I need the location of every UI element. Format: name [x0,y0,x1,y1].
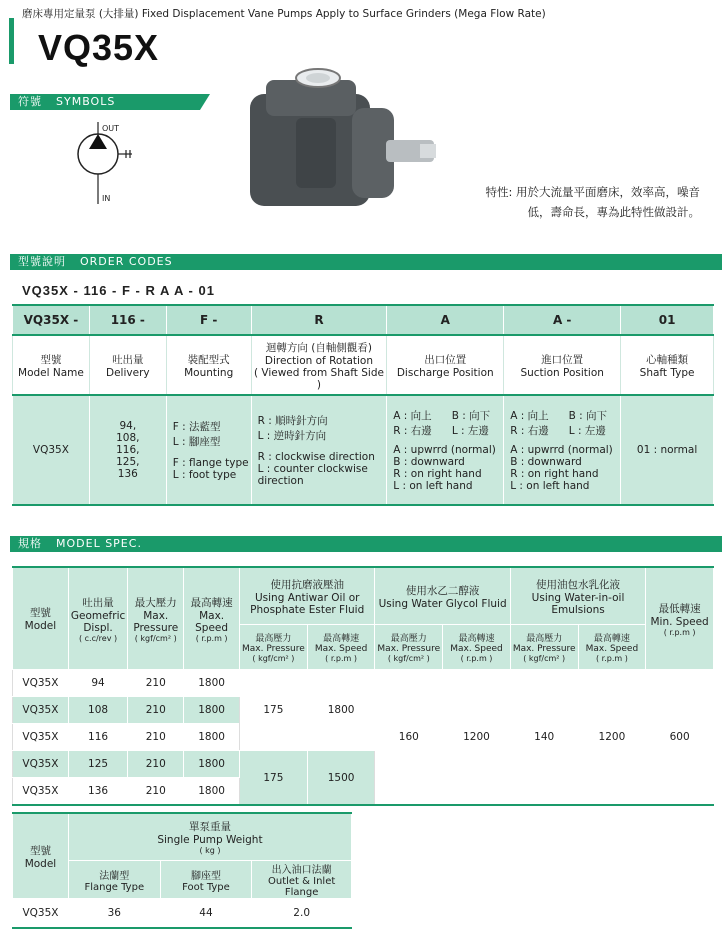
cell-model: VQ35X [13,724,69,751]
order-code-string: VQ35X - 116 - F - R A A - 01 [22,283,215,298]
cell-aw-speed-top: 1800 [307,670,375,751]
table-row [13,670,714,697]
spec-sub-speed: 最高轉速 Max. Speed ( r.p.m ) [578,625,646,670]
cell-speed: 1800 [184,670,240,697]
spec-sub-speed: 最高轉速 Max. Speed ( r.p.m ) [443,625,511,670]
spec-h-speed: 最高轉速 Max. Speed ( r.p.m ) [184,567,240,670]
cell-press: 210 [128,670,184,697]
value-mounting: F : 法藍型 L : 腳座型 F : flange type L : foot type [166,395,251,505]
accent-bar [9,18,14,64]
weight-cell-outlet: 2.0 [252,899,352,929]
feature-line-2: 低，壽命長，專為此特性做設計。 [527,205,700,219]
value-discharge: A : 向上 B : 向下 R : 右邊 L : 左邊 A : upwrrd (normal) B : downward R : on right hand L : on left hand [387,395,504,505]
cell-disp: 108 [68,697,127,724]
weight-h-model: 型號 Model [13,813,69,899]
order-value-row [13,395,714,505]
spec-band-zh: 規格 [18,537,42,550]
cell-wg-speed: 1200 [443,670,511,806]
order-header-cell: VQ35X - [13,305,90,335]
cell-model: VQ35X [13,778,69,806]
spec-h-disp: 吐出量 Geomefric Displ. ( c.c/rev ) [68,567,127,670]
symbol-in-label: IN [102,194,111,203]
order-codes-table [12,304,714,506]
spec-sub-press: 最高壓力 Max. Pressure ( kgf/cm² ) [240,625,308,670]
value-suction: A : 向上 B : 向下 R : 右邊 L : 左邊 A : upwrrd (normal) B : downward R : on right hand L : on left hand [504,395,621,505]
spec-band-en: MODEL SPEC. [56,537,142,550]
symbols-band-en: SYMBOLS [56,95,116,108]
cell-model: VQ35X [13,670,69,697]
weight-cell-foot: 44 [160,899,252,929]
spec-h-model: 型號 Model [13,567,69,670]
weight-table [12,812,352,929]
table-row [13,899,352,929]
page-subtitle: 磨床專用定量泵 (大排量) Fixed Displacement Vane Pumps Apply to Surface Grinders (Mega Flow Rate) [22,8,546,20]
cell-press: 210 [128,697,184,724]
order-header-cell: 01 [621,305,714,335]
weight-title: 單泵重量 Single Pump Weight ( kg ) [68,813,351,861]
cell-disp: 125 [68,751,127,778]
cell-model: VQ35X [13,751,69,778]
model-spec-band [10,536,722,552]
spec-sub-speed: 最高轉速 Max. Speed ( r.p.m ) [307,625,375,670]
label-suction: 進口位置 Suction Position [504,335,621,395]
spec-group-emulsion: 使用油包水乳化液 Using Water-in-oil Emulsions [510,567,645,625]
weight-cell-flange: 36 [68,899,160,929]
cell-speed: 1800 [184,697,240,724]
label-shaft: 心軸種類 Shaft Type [621,335,714,395]
cell-speed: 1800 [184,751,240,778]
cell-model: VQ35X [13,697,69,724]
order-band-en: ORDER CODES [80,255,173,268]
page-title: VQ35X [38,27,160,68]
order-label-row [13,335,714,395]
cell-press: 210 [128,724,184,751]
label-delivery: 吐出量 Delivery [89,335,166,395]
label-model: 型號 Model Name [13,335,90,395]
feature-text [450,182,700,222]
weight-col-foot: 腳座型 Foot Type [160,861,252,899]
pump-image [236,68,446,218]
value-shaft: 01 : normal [621,395,714,505]
order-header-cell: F - [166,305,251,335]
order-header-row [13,305,714,335]
spec-h-press: 最大壓力 Max. Pressure ( kgf/cm² ) [128,567,184,670]
cell-press: 210 [128,778,184,806]
cell-aw-press-top: 175 [240,670,308,751]
cell-aw-press-bot: 175 [240,751,308,806]
label-discharge: 出口位置 Discharge Position [387,335,504,395]
order-band-zh: 型號說明 [18,255,66,268]
cell-disp: 136 [68,778,127,806]
symbol-out-label: OUT [102,124,120,133]
value-delivery: 94, 108, 116, 125, 136 [89,395,166,505]
cell-disp: 116 [68,724,127,751]
cell-speed: 1800 [184,778,240,806]
spec-sub-press: 最高壓力 Max. Pressure ( kgf/cm² ) [510,625,578,670]
weight-col-outlet: 出入油口法蘭 Outlet & Inlet Flange [252,861,352,899]
spec-h-min-speed: 最低轉速 Min. Speed ( r.p.m ) [646,567,714,670]
weight-col-flange: 法蘭型 Flange Type [68,861,160,899]
cell-speed: 1800 [184,724,240,751]
cell-disp: 94 [68,670,127,697]
order-header-cell: A - [504,305,621,335]
weight-cell-model: VQ35X [13,899,69,929]
value-rotation: R : 順時針方向 L : 逆時針方向 R : clockwise direction L : counter clockwise direction [251,395,387,505]
order-header-cell: A [387,305,504,335]
cell-wo-speed: 1200 [578,670,646,806]
cell-wg-press: 160 [375,670,443,806]
cell-press: 210 [128,751,184,778]
model-spec-table [12,566,714,806]
feature-line-1: 特性: 用於大流量平面磨床，效率高，噪音 [485,185,700,199]
cell-aw-speed-bot: 1500 [307,751,375,806]
spec-sub-press: 最高壓力 Max. Pressure ( kgf/cm² ) [375,625,443,670]
spec-group-antiwear: 使用抗磨液壓油 Using Antiwar Oil or Phosphate Ester Fluid [240,567,375,625]
value-model: VQ35X [13,395,90,505]
symbols-band-zh: 符號 [18,95,42,108]
cell-min-speed: 600 [646,670,714,806]
label-rotation: 迴轉方向 (自軸側觀看) Direction of Rotation ( Viewed from Shaft Side ) [251,335,387,395]
cell-wo-press: 140 [510,670,578,806]
symbols-band [10,94,200,110]
label-mounting: 裝配型式 Mounting [166,335,251,395]
order-codes-band [10,254,722,270]
spec-group-glycol: 使用水乙二醇液 Using Water Glycol Fluid [375,567,510,625]
order-header-cell: 116 - [89,305,166,335]
order-header-cell: R [251,305,387,335]
